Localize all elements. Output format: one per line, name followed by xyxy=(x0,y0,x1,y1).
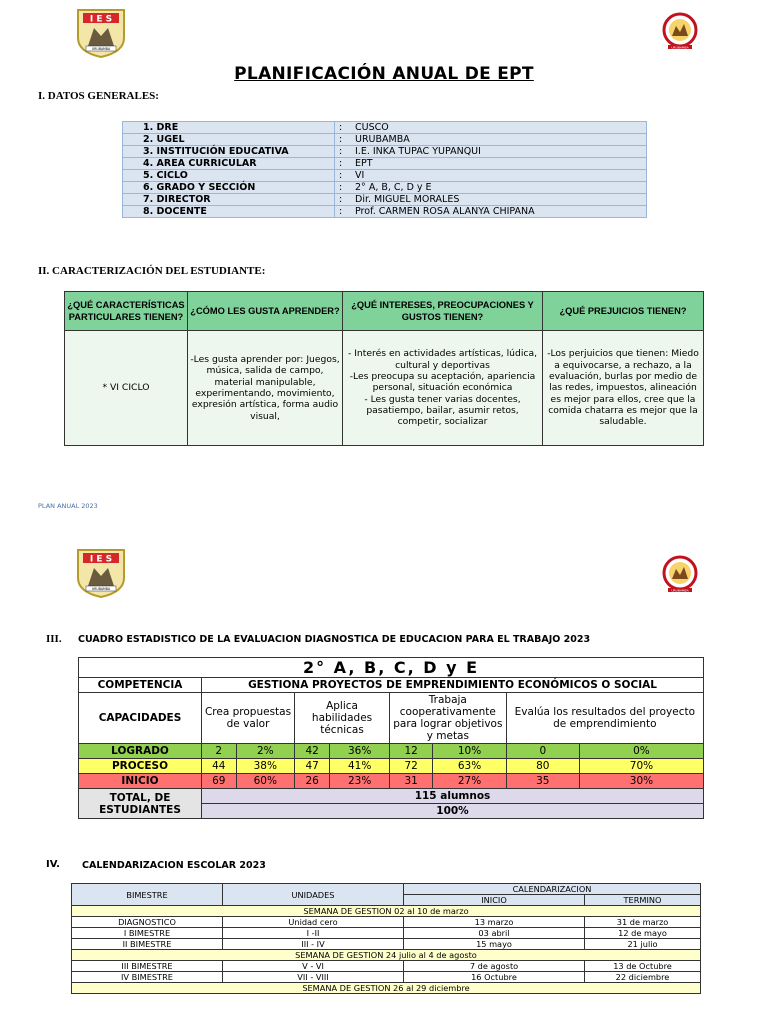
car-col-2: ¿CÓMO LES GUSTA APRENDER? xyxy=(188,292,343,331)
calendar-inicio: 7 de agosto xyxy=(404,961,585,972)
level-value: 0 xyxy=(506,744,579,759)
total-label: TOTAL, DE ESTUDIANTES xyxy=(79,789,202,819)
svg-text:URUBAMBA: URUBAMBA xyxy=(91,587,111,591)
datos-value: CUSCO xyxy=(351,122,647,134)
datos-separator: : xyxy=(335,122,352,134)
capacidad-3: Trabaja cooperativamente para lograr objetivos y metas xyxy=(390,693,507,744)
page-title: PLANIFICACIÓN ANUAL DE EPT xyxy=(234,64,534,84)
calendar-row xyxy=(72,961,701,972)
car-cell-4: -Los perjuicios que tienen: Miedo a equivocarse, a rechazo, a la evaluación, burlas por medio de las redes, impuestos, alineación es mejor para ellos, cree que la comida chatarra es mejor que la saludable. xyxy=(543,331,704,446)
datos-value: URUBAMBA xyxy=(351,134,647,146)
level-value: 35 xyxy=(506,774,579,789)
level-row xyxy=(79,774,704,789)
level-value: 31 xyxy=(390,774,433,789)
calendar-unidades: I -II xyxy=(223,928,404,939)
svg-text:I E S: I E S xyxy=(89,14,113,25)
level-name: PROCESO xyxy=(79,759,202,774)
level-value: 70% xyxy=(579,759,703,774)
level-value: 2 xyxy=(202,744,237,759)
svg-text:I E S: I E S xyxy=(89,554,113,565)
level-value: 44 xyxy=(202,759,237,774)
calendar-bimestre: IV BIMESTRE xyxy=(72,972,223,983)
calendar-inicio: 16 Octubre xyxy=(404,972,585,983)
level-value: 30% xyxy=(579,774,703,789)
calendar-inicio: 03 abril xyxy=(404,928,585,939)
col-unidades: UNIDADES xyxy=(223,884,404,906)
datos-row xyxy=(123,134,647,146)
datos-key: 6. GRADO Y SECCIÓN xyxy=(123,182,335,194)
car-col-4: ¿QUÉ PREJUICIOS TIENEN? xyxy=(543,292,704,331)
datos-generales-table xyxy=(122,121,647,218)
section-3-heading: CUADRO ESTADISTICO DE LA EVALUACION DIAGNOSTICA DE EDUCACION PARA EL TRABAJO 2023 xyxy=(78,634,591,645)
level-value: 80 xyxy=(506,759,579,774)
datos-separator: : xyxy=(335,146,352,158)
datos-row xyxy=(123,158,647,170)
calendar-bimestre: III BIMESTRE xyxy=(72,961,223,972)
svg-text:URUBAMBA: URUBAMBA xyxy=(671,588,689,593)
calendar-bimestre: DIAGNOSTICO xyxy=(72,917,223,928)
semana-gestion-1: SEMANA DE GESTION 02 al 10 de marzo xyxy=(72,906,701,917)
competencia-label: COMPETENCIA xyxy=(79,678,202,693)
datos-value: VI xyxy=(351,170,647,182)
ugel-logo-2 xyxy=(662,555,698,597)
datos-row xyxy=(123,206,647,218)
section-4-number: IV. xyxy=(46,859,60,870)
calendar-bimestre: I BIMESTRE xyxy=(72,928,223,939)
datos-key: 8. DOCENTE xyxy=(123,206,335,218)
datos-row xyxy=(123,194,647,206)
level-value: 72 xyxy=(390,759,433,774)
level-value: 69 xyxy=(202,774,237,789)
total-students: 115 alumnos xyxy=(202,789,704,804)
capacidad-4: Evalúa los resultados del proyecto de emprendimiento xyxy=(506,693,703,744)
datos-key: 5. CICLO xyxy=(123,170,335,182)
calendar-unidades: V - VI xyxy=(223,961,404,972)
datos-row xyxy=(123,170,647,182)
calendar-termino: 22 diciembre xyxy=(585,972,701,983)
section-2-heading: II. CARACTERIZACIÓN DEL ESTUDIANTE: xyxy=(38,265,266,277)
level-value: 47 xyxy=(295,759,330,774)
col-bimestre: BIMESTRE xyxy=(72,884,223,906)
datos-value: Dir. MIGUEL MORALES xyxy=(351,194,647,206)
calendarizacion-table xyxy=(71,883,701,994)
calendar-row xyxy=(72,972,701,983)
calendar-termino: 12 de mayo xyxy=(585,928,701,939)
level-value: 12 xyxy=(390,744,433,759)
datos-separator: : xyxy=(335,158,352,170)
level-value: 63% xyxy=(433,759,506,774)
level-value: 42 xyxy=(295,744,330,759)
level-name: LOGRADO xyxy=(79,744,202,759)
level-value: 41% xyxy=(330,759,390,774)
datos-separator: : xyxy=(335,170,352,182)
datos-key: 3. INSTITUCIÓN EDUCATIVA xyxy=(123,146,335,158)
level-row xyxy=(79,759,704,774)
semana-gestion-2: SEMANA DE GESTION 24 julio al 4 de agosto xyxy=(72,950,701,961)
col-calendarizacion: CALENDARIZACION xyxy=(404,884,701,895)
level-value: 27% xyxy=(433,774,506,789)
car-cell-3: - Interés en actividades artísticas, lúdica, cultural y deportivas -Les preocupa su aceptación, apariencia personal, situación económica - Les gusta tener varias docentes, pasatiempo, bailar, asumir retos, competir, socializar xyxy=(343,331,543,446)
datos-row xyxy=(123,122,647,134)
capacidades-label: CAPACIDADES xyxy=(79,693,202,744)
section-1-heading: I. DATOS GENERALES: xyxy=(38,90,159,102)
datos-row xyxy=(123,182,647,194)
col-inicio: INICIO xyxy=(404,895,585,906)
svg-text:URUBAMBA: URUBAMBA xyxy=(91,47,111,51)
level-value: 38% xyxy=(236,759,295,774)
calendar-row xyxy=(72,928,701,939)
calendar-unidades: VII - VIII xyxy=(223,972,404,983)
capacidad-2: Aplica habilidades técnicas xyxy=(295,693,390,744)
datos-value: Prof. CARMEN ROSA ALANYA CHIPANA xyxy=(351,206,647,218)
calendar-row xyxy=(72,939,701,950)
datos-key: 7. DIRECTOR xyxy=(123,194,335,206)
grade-title: 2° A, B, C, D y E xyxy=(79,658,704,678)
datos-separator: : xyxy=(335,194,352,206)
calendar-unidades: Unidad cero xyxy=(223,917,404,928)
footer-plan-label: PLAN ANUAL 2023 xyxy=(38,502,98,510)
datos-key: 4. AREA CURRICULAR xyxy=(123,158,335,170)
section-3-number: III. xyxy=(46,633,62,645)
datos-separator: : xyxy=(335,206,352,218)
capacidad-1: Crea propuestas de valor xyxy=(202,693,295,744)
datos-row xyxy=(123,146,647,158)
datos-value: I.E. INKA TUPAC YUPANQUI xyxy=(351,146,647,158)
col-termino: TERMINO xyxy=(585,895,701,906)
datos-value: 2° A, B, C, D y E xyxy=(351,182,647,194)
car-cell-2: -Les gusta aprender por: Juegos, música, salida de campo, material manipulable, experimentando, movimiento, expresión artística, forma audio visual, xyxy=(188,331,343,446)
calendar-inicio: 13 marzo xyxy=(404,917,585,928)
datos-key: 2. UGEL xyxy=(123,134,335,146)
datos-separator: : xyxy=(335,182,352,194)
datos-separator: : xyxy=(335,134,352,146)
calendar-row xyxy=(72,917,701,928)
competencia-value: GESTIONA PROYECTOS DE EMPRENDIMIENTO ECONÓMICOS O SOCIAL xyxy=(202,678,704,693)
calendar-bimestre: II BIMESTRE xyxy=(72,939,223,950)
level-value: 10% xyxy=(433,744,506,759)
car-cell-1: * VI CICLO xyxy=(65,331,188,446)
calendar-termino: 13 de Octubre xyxy=(585,961,701,972)
calendar-termino: 21 julio xyxy=(585,939,701,950)
datos-key: 1. DRE xyxy=(123,122,335,134)
level-value: 2% xyxy=(236,744,295,759)
calendar-unidades: III - IV xyxy=(223,939,404,950)
school-logo-2 xyxy=(74,548,128,602)
level-name: INICIO xyxy=(79,774,202,789)
section-4-heading: CALENDARIZACION ESCOLAR 2023 xyxy=(82,860,266,871)
level-value: 26 xyxy=(295,774,330,789)
datos-value: EPT xyxy=(351,158,647,170)
caracterizacion-table xyxy=(64,291,704,446)
semana-gestion-3: SEMANA DE GESTION 26 al 29 diciembre xyxy=(72,983,701,994)
level-row xyxy=(79,744,704,759)
level-value: 0% xyxy=(579,744,703,759)
calendar-inicio: 15 mayo xyxy=(404,939,585,950)
total-percent: 100% xyxy=(202,804,704,819)
car-col-3: ¿QUÉ INTERESES, PREOCUPACIONES Y GUSTOS TIENEN? xyxy=(343,292,543,331)
cuadro-estadistico-table xyxy=(78,657,704,819)
school-logo xyxy=(74,8,128,62)
level-value: 60% xyxy=(236,774,295,789)
level-value: 36% xyxy=(330,744,390,759)
ugel-logo xyxy=(662,12,698,54)
calendar-termino: 31 de marzo xyxy=(585,917,701,928)
car-col-1: ¿QUÉ CARACTERÍSTICAS PARTICULARES TIENEN? xyxy=(65,292,188,331)
level-value: 23% xyxy=(330,774,390,789)
svg-text:URUBAMBA: URUBAMBA xyxy=(671,45,689,50)
